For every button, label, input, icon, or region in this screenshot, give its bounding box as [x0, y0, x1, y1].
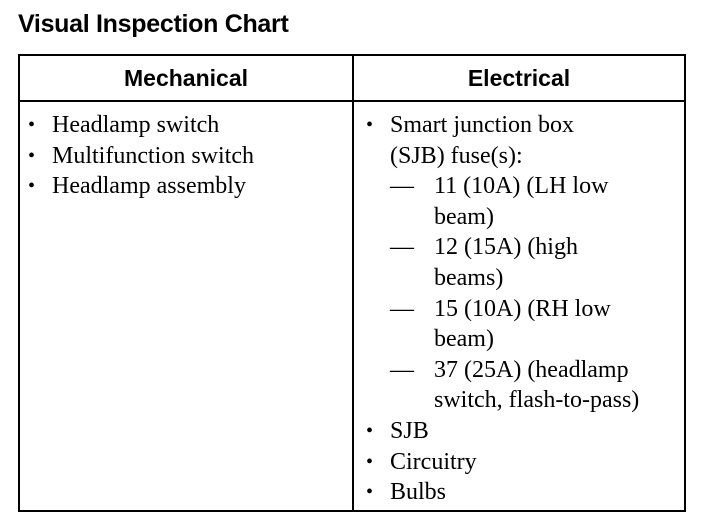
bullet: • [366, 419, 374, 442]
bullet: • [366, 481, 374, 504]
mechanical-item: Headlamp switch [52, 112, 220, 138]
bullet: • [366, 114, 374, 136]
header-divider [20, 100, 684, 102]
fuse-text-cont: beam) [434, 326, 494, 353]
column-divider [352, 56, 354, 510]
dash: — [390, 234, 414, 261]
fuse-text: 12 (15A) (high [434, 234, 578, 261]
mechanical-item: Headlamp assembly [52, 173, 246, 200]
dash: — [390, 295, 414, 322]
electrical-item: SJB [390, 417, 429, 444]
fuse-text-cont: switch, flash-to-pass) [434, 387, 640, 414]
fuse-text: 15 (10A) (RH low [434, 295, 611, 322]
bullet: • [28, 144, 36, 167]
bullet: • [28, 114, 36, 136]
sjb-fuse-heading-cont: (SJB) fuse(s): [390, 142, 523, 169]
electrical-item: Circuitry [390, 448, 477, 475]
fuse-text-cont: beam) [434, 203, 494, 230]
chart-title: Visual Inspection Chart [18, 10, 289, 38]
mechanical-header: Mechanical [124, 65, 248, 91]
electrical-item: Bulbs [390, 479, 447, 506]
inspection-table [18, 54, 686, 512]
sjb-fuse-heading: Smart junction box [390, 112, 574, 138]
fuse-text-cont: beams) [434, 264, 504, 291]
bullet: • [28, 175, 36, 198]
dash: — [390, 356, 414, 383]
dash: — [390, 173, 414, 200]
bullet: • [366, 450, 374, 473]
fuse-text: 11 (10A) (LH low [434, 173, 609, 200]
mechanical-item: Multifunction switch [52, 142, 254, 169]
fuse-text: 37 (25A) (headlamp [434, 356, 629, 383]
electrical-header: Electrical [467, 65, 571, 91]
